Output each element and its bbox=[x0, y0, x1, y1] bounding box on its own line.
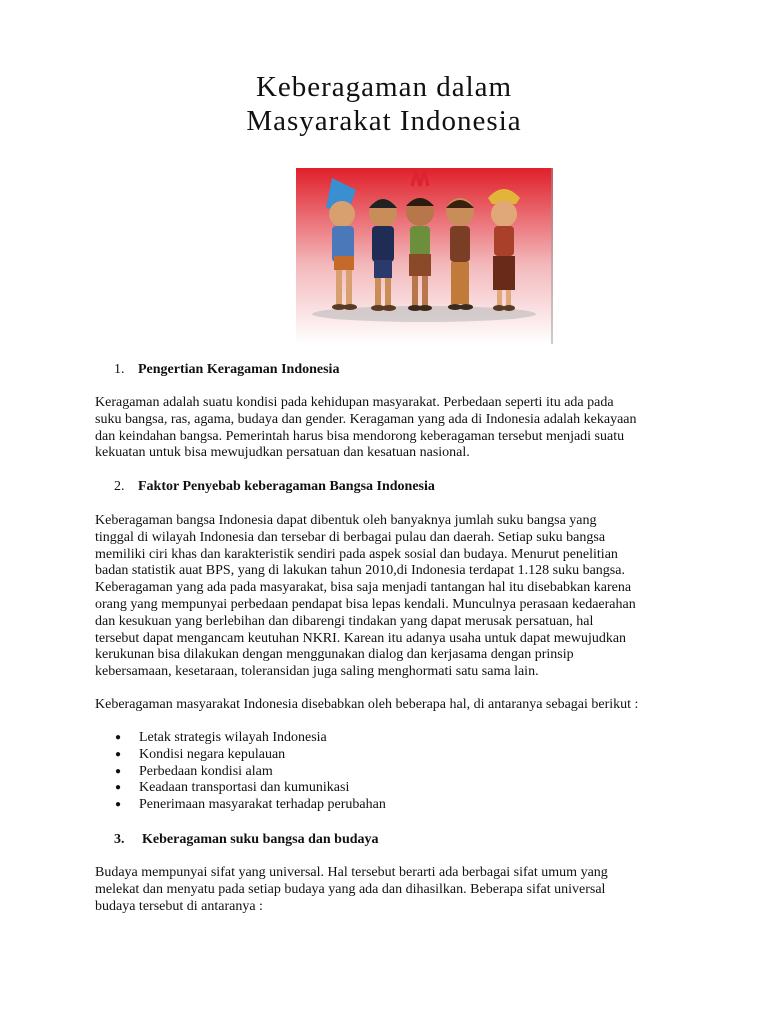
section-1-heading bbox=[114, 362, 339, 378]
factors-list bbox=[115, 730, 386, 814]
section-2-intro: Keberagaman masyarakat Indonesia disebabkan oleh beberapa hal, di antaranya sebagai berikut : bbox=[95, 697, 639, 712]
bullet-icon: ● bbox=[115, 748, 122, 760]
document-title bbox=[0, 70, 768, 138]
list-item bbox=[115, 747, 386, 764]
bullet-icon: ● bbox=[115, 732, 122, 743]
list-item-text: Perbedaan kondisi alam bbox=[139, 763, 273, 779]
title-line-1: Keberagaman dalam bbox=[255, 71, 513, 103]
section-3-title: Keberagaman suku bangsa dan budaya bbox=[142, 832, 379, 847]
section-1-number: 1. bbox=[114, 362, 125, 377]
children-illustration bbox=[296, 168, 553, 344]
list-item-text: Penerimaan masyarakat terhadap perubahan bbox=[139, 797, 386, 813]
section-3-paragraph: Budaya mempunyai sifat yang universal. Hal tersebut berarti ada berbagai sifat umum yang melekat dan menyatu pada setiap budaya yang ada dan dihasilkan. Beberapa sifat universal budaya tersebut di antaranya : bbox=[95, 865, 608, 914]
section-2-paragraph: Keberagaman bangsa Indonesia dapat dibentuk oleh banyaknya jumlah suku bangsa yang tinggal di wilayah Indonesia dan tersebar di berbagai pulau dan daerah. Setiap suku bangsa memiliki ciri khas dan karakteristik sendiri pada aspek sosial dan budaya. Menurut penelitian badan statistik auat BPS, yang di lakukan tahun 2010,di Indonesia terdapat 1.128 suku bangsa. Keberagaman yang ada pada masyarakat, bisa saja menjadi tantangan hal itu disebabkan karena orang yang mempunyai perbedaan pendapat bisa lepas kendali. Munculnya perasaan kedaerahan dan kesukuan yang berlebihan dan dibarengi tindakan yang dapat merusak persatuan, hal tersebut dapat mengancam keutuhan NKRI. Karean itu adanya usaha untuk dapat mewujudkan kerukunan bisa dilakukan dengan menggunakan dialog dan kerjasama dengan prinsip kebersamaan, kesetaraan, toleransidan juga saling menghormati satu sama lain. bbox=[95, 513, 636, 680]
section-2-title: Faktor Penyebab keberagaman Bangsa Indonesia bbox=[138, 479, 435, 494]
section-3-number: 3. bbox=[114, 832, 125, 847]
section-2-number: 2. bbox=[114, 479, 125, 494]
list-item-text: Keadaan transportasi dan kumunikasi bbox=[139, 780, 350, 796]
list-item bbox=[115, 797, 386, 814]
bullet-icon: ● bbox=[115, 782, 122, 794]
bullet-icon: ● bbox=[115, 765, 122, 777]
list-item-text: Kondisi negara kepulauan bbox=[139, 746, 286, 762]
list-item bbox=[115, 780, 386, 797]
bullet-icon: ● bbox=[115, 799, 122, 811]
section-1-paragraph: Keragaman adalah suatu kondisi pada kehidupan masyarakat. Perbedaan seperti itu ada pada suku bangsa, ras, agama, budaya dan gender. Keragaman yang ada di Indonesia adalah kekayaan dan keindahan bangsa. Pemerintah harus bisa mendorong keberagaman tersebut menjadi suatu kekuatan untuk bisa mewujudkan persatuan dan kesatuan nasional. bbox=[95, 395, 637, 461]
section-2-heading bbox=[114, 479, 435, 495]
list-item bbox=[115, 764, 386, 781]
title-line-2: Masyarakat Indonesia bbox=[246, 105, 522, 137]
list-item bbox=[115, 730, 386, 747]
section-3-heading bbox=[114, 832, 379, 848]
section-1-title: Pengertian Keragaman Indonesia bbox=[138, 362, 340, 377]
list-item-text: Letak strategis wilayah Indonesia bbox=[139, 730, 327, 745]
